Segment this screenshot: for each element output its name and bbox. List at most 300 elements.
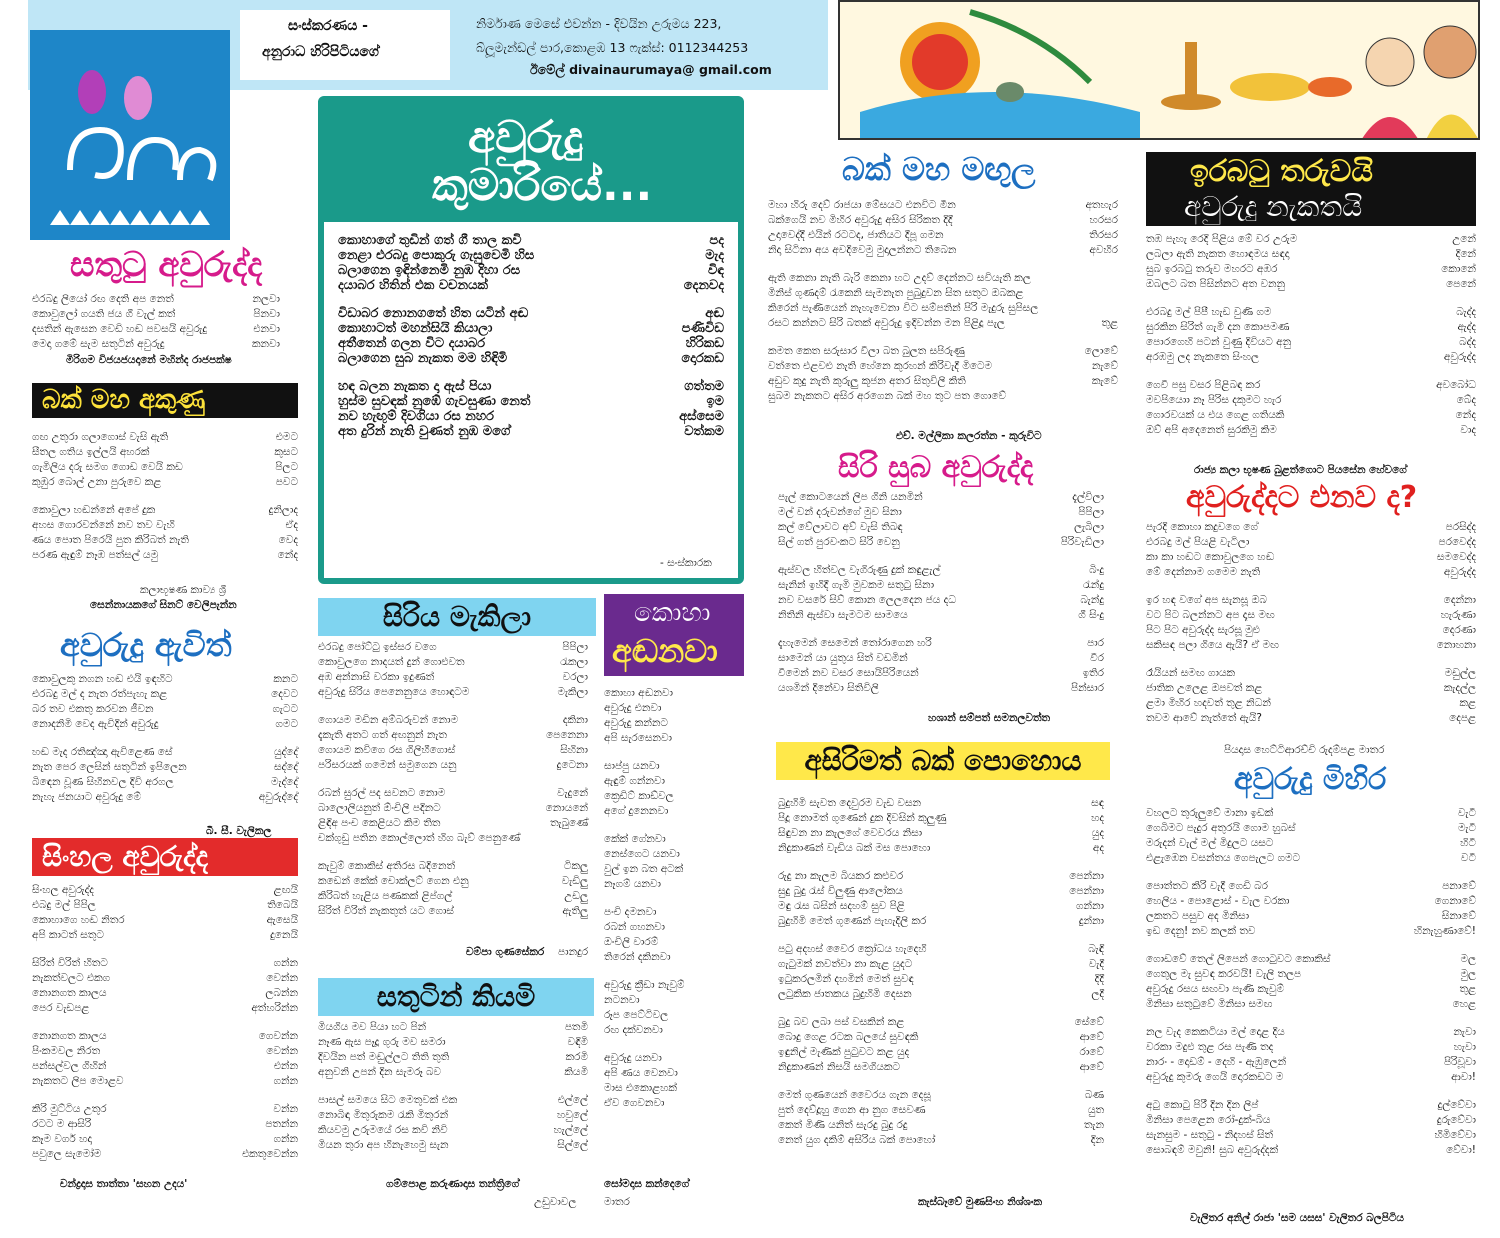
poem-line [778,651,1104,666]
col5-s2-credit: පියදාස හෙට්ටිආරච්චි රුදම්පළ මාතර [1224,744,1385,756]
s4-title: සිංහල අවුරුද්ද [32,838,298,876]
poem-line-text: සිඳුවන නා කැලගේ වෙවරය නිසා [778,827,923,839]
poem-line [1146,335,1476,350]
poem-line [604,759,744,774]
poem-line-rhyme: කුසට [274,446,298,458]
poem-line-text: අවුරුදු කන්නට [604,717,668,729]
poem-line-text: කොහා අඬනවා [604,687,673,699]
poem-line [32,913,298,928]
poem-line [1146,696,1476,711]
poem-line [318,713,588,728]
poem-line-rhyme: ලොවේ [1084,345,1118,357]
poem-line-rhyme: තිරසර [1089,229,1118,241]
poem-line-text: ගොයම කවිගෙ රස ගිලිහීගොස් [318,744,456,756]
poem-line [604,832,744,847]
poem-line-text: නෑණ ඇස පෑදූ ගුරු මව සමරා [318,1036,446,1048]
poem-line [1146,423,1476,438]
poem-line [604,935,744,950]
stanza-gap [1146,580,1476,593]
stanza-gap [32,943,298,956]
poem-line-text: කැවුම් කොකිස් අතිරස බදිනෙත් [318,860,456,872]
poem-line [32,1074,298,1089]
poem-line-text: පොත්තට කිරි වැදී ගෙඩි බර [1146,880,1268,892]
poem-line [778,899,1104,914]
poem-line-rhyme: බිංදු [1089,564,1104,576]
stanza-gap [1146,292,1476,305]
poem-line [604,862,744,877]
poem-line [1146,277,1476,292]
poem-line-text: අනුවනි උපන් දින සැමරූ බව [318,1066,442,1078]
poem-line [604,1066,744,1081]
poem-line-text: සකිසඳ පලා ගියෙ ඇයි? ඒ මඟ [1146,639,1279,651]
poem-line [318,743,588,758]
poem-line-text: මඳු රැස බසින් සදහම් සුව පිළි [778,900,905,912]
stanza-gap [604,746,744,759]
poem-line-rhyme: ගන්න [273,1133,298,1145]
poem-line [338,376,724,394]
poem-line-text: මල් වන් දරුවන්ගේ මුව සිනා [778,506,902,518]
poem-line [32,1001,298,1016]
poem-line-rhyme: කැවේ [1091,375,1118,387]
poem-line-text: ඔව් අපි අදෙනෙත් සුරකිමු කිම [1146,424,1277,436]
s3-title: අවුරුදු ඇවිත් [60,626,232,664]
poem-line-text: සැනින් ඉහිදී ගැමි මුවකම සතුටු සිනා [778,579,935,591]
poem-line-text: හඬ මැද රතිඤ්ඤා ඇවිළෙණ සේ [32,746,173,758]
poem-line-text: කියවමු උරුමයේ රස කවි නිවි [318,1124,448,1136]
poem-line-text: ගැටුමක් නවත්වා නා කැළ යුදට [778,958,913,970]
poem-line [318,816,588,831]
poem-line-rhyme: සිනාවේ [1441,910,1476,922]
poem-line-rhyme: නැවා [1453,1026,1476,1038]
poem-line-rhyme: එමට [275,431,298,443]
poem-line-text: සීතල ගතිය ඉල්ලයි අහරක් [32,446,150,458]
poem-line-rhyme: පතන්න [265,1118,298,1130]
poem-line-text: ගොරවයක් ය එය ගෙළ ගතියකි [1146,409,1285,421]
poem-line-rhyme: නලවා [252,293,280,305]
poem-line-text: එරබදු මල් පිපී හැඩ වුණි ගම [1146,306,1272,318]
poem-line-rhyme: දුන්නා [1078,915,1104,927]
poem-line-rhyme: ගමට [275,718,298,730]
col4-s1-credit: එච්. මල්ලිකා කලරත්න - කුරුවිට [896,430,1042,442]
poem-line-rhyme: එන්න [273,1060,298,1072]
poem-line-rhyme: රැකලා [560,656,588,668]
poem-line-text: කා කා හඬට කොවුලගෙ හඬ [1146,551,1275,563]
s4c-title: අසිරිමත් බක් පොහොය [776,742,1110,780]
stanza-gap [778,623,1104,636]
poem-line-text: රබන් ගහනවා [604,921,666,933]
poem-line-text: දයාබර හිතින් එක වචනයක් [338,278,488,293]
poem-line-text: නිදුකාණන් නිසයි සමගියකට [778,1061,901,1073]
poem-line [1146,608,1476,623]
poem-line-text: වත්තෙ එළවළු නැති හේනෙ කුරහන් කිරිවැදී මිටෙම [768,360,993,372]
poem-line-rhyme: ගෙවන්න [258,1030,298,1042]
poem-line-text: දිවයින පත් මඬුල්ලට තිති තුති [318,1051,450,1063]
poem-line-text: පටු අදහස් වෛර ක්‍රෝධය හැදෙහි [778,943,927,955]
poem-line-text: සැනසුම - සතුටු - නිදහස් සිත් [1146,1129,1274,1141]
poem-line-text: වට පිට බලන්නට අප දෑස මඟ [1146,609,1275,621]
poem-line-text: නෙස්ගෙට යනවා [604,848,680,860]
poem-line-rhyme: ගත්තම [684,379,724,394]
poem-line-text: සිරිත් විරිත් හිතට [32,957,108,969]
poem-line-text: බුදුහිමි මෙත් ගුණෙන් පැහැදිලි කර [778,915,927,927]
poem-line-text: එරබදු පෝට්ටු ඉස්සර වගෙ [318,641,437,653]
col3-credit-1: සෝමදාස කන්දෙගේ [604,1178,690,1190]
poem-line [768,316,1118,331]
poem-line-text: ගෙතුල මැ සුවඳ කරවයි! වැලි තලප [1146,968,1302,980]
poem-line [1146,711,1476,726]
stanza-gap [318,700,588,713]
poem-line [32,292,280,307]
poem-line-rhyme: සිල්ලේ [557,1139,588,1151]
poem-line-text: ගෙවී පසු වසර පිළිබඳ කර [1146,379,1261,391]
poem-line-text: රසට කන්නට සිරි බතක් අවුරුදු ඉදිවන්න මන පිළිදූ පැල [768,317,1005,329]
poem-line-rhyme: පින්සාර [1071,682,1104,694]
poem-line-rhyme: වැදී [1088,958,1104,970]
poem-line [338,318,724,336]
poem-line-text: ඇඳුම් ගන්නවා [604,775,665,787]
s2-title: බක් මහ අකුණු [32,383,298,418]
poem-line-text: සුබ ඉරබටු තරුව මහරට අඹර [1146,263,1278,275]
poem-line-text: නැත පෙර ලෙසින් සතුටින් ඉපිලෙන [32,761,187,773]
poem-line-rhyme: අවුරුද්ද [1443,351,1476,363]
poem-line-text: නෙත් යුග දකිම් අසිරිය බක් පොහෝ [778,1134,936,1146]
col1-s4-credit: චන්ද්‍රදාස තාත්තා 'සහන උදය' [60,1178,188,1190]
poem-line-text: රුදු නා කැලම බියකර කළුවර [778,870,904,882]
poem-line-rhyme: තිබෙයි [267,899,298,911]
poem-line [32,745,298,760]
poem-line-rhyme: ගන්නා [1075,900,1104,912]
poem-line-rhyme: අත්හරින්න [251,1002,298,1014]
poem-line-rhyme: හෙළ [1452,998,1476,1010]
poem-line-text: නල වැද කෙකටියා මල් දොළ දිය [1146,1026,1285,1038]
poem-line [32,760,298,775]
col2-s3-poem [318,1020,588,1153]
poem-line-text: මරුදන් වැල් මල් මිදුලට යසට [1146,837,1274,849]
poem-line [1146,1143,1476,1158]
poem-line-text: යශමින් දිනේවා සිතිවිලි [778,682,879,694]
poem-line [604,774,744,789]
poem-line [32,337,280,352]
poem-line-rhyme: යුද්දේ [273,746,298,758]
poem-line-text: කිරෙන් පැණියෙන් නැහැවෙනා විට සම්පතින් පිරි මැදුරු සුපිසල [768,302,1039,314]
poem-line-text: කඩෙන් කේක් චොක්ලට් ගෙන එනු [318,875,469,887]
poem-line-text: චක්ගුඩු පතින කොල්ලොත් හිග බැව් පෙනුණේ [318,832,520,844]
poem-line-rhyme: උඩලු [564,890,588,902]
urumaya-logo [30,30,230,240]
stanza-gap [604,892,744,905]
poem-line-text: මහා හිරු දෙව් රාජයා මේසයට එනවිට මීන [768,199,956,211]
poem-line [318,1108,588,1123]
poem-line-text: කෑම වර්ග හදා [32,1133,93,1145]
col5-s3-credit: වැලිතර අනිල් රාජා 'සම යසස' වැලිතර බලපිටිය [1190,1212,1404,1224]
poem-line [778,884,1104,899]
main-title-2: කුමාරියේ... [432,160,653,211]
poem-line-text: සුදු බුදු රැස් විලුණු ආලෝකය [778,885,903,897]
poem-line-rhyme: දිනේ [1455,248,1476,260]
poem-line [768,286,1118,301]
poem-line [318,831,588,846]
poem-line-text: නෑගම් යනවා [604,878,661,890]
poem-line [32,986,298,1001]
poem-line-rhyme: කියමි [564,1066,588,1078]
poem-line-text: තිරෙන් දකිනවා [604,951,671,963]
stanza-gap [1146,1085,1476,1098]
poem-line [778,535,1104,550]
stanza-gap [318,1080,588,1093]
poem-line [32,702,298,717]
poem-line-text: ඔංචිලි වාරම් [604,936,659,948]
poem-line [318,685,588,700]
poem-line-rhyme: ලැබිලා [1074,521,1104,533]
poem-line-rhyme: දිදී [1094,973,1104,985]
address-line-2: බ්ලූමැන්ඩල් පාර,කොළඹ 13 ෆැක්ස්: 0112344253 [476,40,749,55]
poem-line [32,548,298,563]
poem-line [768,389,1118,404]
poem-line-text: එරබදු ලියෝ රඟ දෙති අප නෙත් [32,293,174,305]
poem-line-text: ඉඩ දෙනු! නව කලක් තව [1146,925,1256,937]
poem-line-text: එබදු මල් පිපිල [32,899,96,911]
poem-line-rhyme: මල [1460,953,1476,965]
col2-main-poem [338,230,724,439]
poem-line [338,260,724,278]
poem-line-text: නොනගත කාලය [32,1030,107,1042]
poem-line-rhyme: ලදී [1091,988,1104,1000]
poem-line [1146,350,1476,365]
poem-line-rhyme: සිහිනා [560,744,588,756]
poem-line [1146,550,1476,565]
poem-line [32,460,298,475]
main-title-1: අවුරුදු [468,112,584,163]
festival-illustration [838,0,1480,140]
col5-s1-credit: රාජ්‍ය කලා භූෂණ බුළත්ගොට පියසේන හේවගේ [1194,464,1407,476]
poem-line [318,801,588,816]
poem-line-rhyme: අස්සෙම [679,409,724,424]
poem-line-text: අපි කාටත් සතුට [32,929,104,941]
poem-line [1146,952,1476,967]
poem-line [1146,520,1476,535]
poem-line-rhyme: නේද [277,549,298,561]
stanza-gap [604,1038,744,1051]
poem-line-rhyme: කොනේ [1441,263,1476,275]
col4-s1-poem [768,198,1118,404]
poem-line-text: මිනිසා පෙළෙන රෝ-දුක්-බිය [1146,1114,1271,1126]
poem-line-text: නොදනිමි වෙද ඇවිදින් අවුරුදු [32,718,159,730]
poem-line [338,275,724,293]
poem-line [604,993,744,1008]
poem-line-text: සාප්පු යනවා [604,760,660,772]
s5b-title: අවුරුද්දට එනව ද? [1186,480,1418,515]
poem-line-rhyme: පිපිලා [562,641,588,653]
poem-line-rhyme: බේද [1456,394,1476,406]
poem-line-rhyme: රැන්දු [1083,579,1104,591]
poem-line [318,640,588,655]
col5-s1-poem [1146,232,1476,438]
poem-line-text: බක්ගෙයි නව මිහිර අවුරුදු අසිර සිරිකත දිදී [768,214,953,226]
poem-line-text: ඔබලට බත පිසින්නට අත වනනු [1146,278,1286,290]
poem-line-rhyme: බද්ද [1459,336,1476,348]
poem-line-text: අපි ණය වෙනවා [604,1067,678,1079]
poem-line [1146,305,1476,320]
poem-line [1146,1025,1476,1040]
stanza-gap [1146,866,1476,879]
poem-line-text: පරණ ඇඳුම් නෑඹ පත්සල් යමු [32,549,159,561]
poem-line-text: වීමෙන් නව වසර සොයිපිරියෙන් [778,667,919,679]
poem-line [32,518,298,533]
poem-line [32,1029,298,1044]
poem-line [318,859,588,874]
logo-text [60,170,63,171]
poem-line-rhyme: වෙන්න [266,1045,298,1057]
poem-line [778,636,1104,651]
poem-line [32,475,298,490]
poem-line [778,505,1104,520]
poem-line-text: සොබඳම් මවුනි! සුබ අවුරුද්දක් [1146,1144,1279,1156]
poem-line [604,847,744,862]
poem-line-text: කොවුලෝ ගයති ජය ගී වැල් කත් [32,308,176,320]
poem-line-text: කිරිබත් හැළිය පණකක් ළිප්ගල් [318,890,453,902]
poem-line-rhyme: ලබන්න [265,987,298,999]
poem-line-text: පිංකමවල නිරත [32,1045,101,1057]
poem-line-text: හෙලිය - පොළොස් - වැල වරකා [1146,895,1290,907]
poem-line-rhyme: ගන්න [273,957,298,969]
poem-line [768,228,1118,243]
col4-s2-credit: හශාන් සම්පත් සමනලවත්ත [928,712,1051,724]
poem-line-rhyme: මුල [1460,968,1476,980]
poem-line-text: නිදා සිටිනා අය අවදිවෙමු මුදාලන්නට තිබෙන [768,244,957,256]
poem-line [1146,909,1476,924]
poem-line-text: අපි සැරසෙනවා [604,732,672,744]
poem-line [32,445,298,460]
poem-line-rhyme: දෙනවද [683,278,724,293]
poem-line-rhyme: වෙන්න [266,972,298,984]
poem-line [768,301,1118,316]
poem-line-rhyme: කනට [273,673,298,685]
poem-line-text: නැකතට ලිප මොළව [32,1075,124,1087]
poem-line [338,303,724,321]
poem-line-rhyme: බැද්ද [1456,306,1476,318]
poem-line-rhyme: අවුරුද්දේ [258,791,298,803]
poem-line-text: කොහාගේ තුඩින් ගත් ගී තාල කවි [338,233,522,248]
stanza-gap [32,1016,298,1029]
poem-line-text: ඉර හඳ වගේ අප සැනසූ ඔබ [1146,594,1267,606]
poem-line-rhyme: දෙරණා [1442,624,1476,636]
poem-line [32,687,298,702]
poem-line-text: ගොඩවේ තෙල් ලිපෙන් ගොටුවට කොකිස් [1146,953,1331,965]
poem-line-text: කමත කෙත සරුසාර වීලා බත බුලත සපිරුණු [768,345,965,357]
poem-line-text: නව හැඟුම් දිවගියා රස නහර [338,409,494,424]
poem-line-rhyme: පිලට [275,461,298,473]
poem-line-rhyme: සඳ [1091,797,1104,809]
poem-line-text: ළමා මිහිර හදවත් තුළ නිධන් [1146,697,1271,709]
poem-line-text: නව වසරේ සිව් කොන ලෙලදෙන ජය දධ [778,594,957,606]
poem-line-text: ඉටුකරලමින් දහමින් මෙත් සුවඳ [778,973,914,985]
poem-line-rhyme: කනවා [251,338,280,350]
stanza-gap [604,965,744,978]
poem-line-rhyme: ඒද [285,519,298,531]
poem-line-text: බුදු බව ලබා පස් වසකින් කළ [778,1016,905,1028]
poem-line [778,841,1104,856]
poem-line-text: අතීතෙන් ගලන විට දයාබර [338,336,486,351]
poem-line-text: හුස්ම සුවඳක් නුඹේ ගැවසුණා නෙත් [338,394,531,409]
poem-line-text: අගේ දුනෙනවා [604,805,669,817]
poem-line-text: අවුරුදු රසය සඟවා පැණි කැවුම් [1146,983,1285,995]
poem-line-rhyme: තුළ [1101,317,1118,329]
poem-line [778,1030,1104,1045]
poem-line-rhyme: වඳිමි [567,1036,588,1048]
stanza-gap [32,732,298,745]
poem-line-rhyme: අඬ [705,306,724,321]
poem-line-text: පිදූ නොමත් ගුණෙන් දුක දිවසින් කුලුණු [778,812,947,824]
poem-line [778,520,1104,535]
poem-line [32,956,298,971]
poem-line-text: ඉඳුනිල් මැණික් පුටුවට කළ යුද [778,1046,910,1058]
poem-line [32,883,298,898]
poem-line-rhyme: දුල්වේවා [1437,1099,1476,1111]
poem-line [1146,806,1476,821]
poem-line [32,672,298,687]
poem-line [32,503,298,518]
poem-line [778,1060,1104,1075]
poem-line-rhyme: ආවා! [1451,1071,1476,1083]
poem-line [1146,821,1476,836]
poem-line-text: කුඹුර බොල් උනා පුරුවෙ කළ [32,476,162,488]
col2-main-credit: - සංස්කාරක [660,557,712,569]
poem-line [32,1132,298,1147]
poem-line-text: අහස ගොරවන්නේ නව තව වැහි [32,519,175,531]
poem-line [32,430,298,445]
poem-line-rhyme: පිනවා [253,308,280,320]
poem-line [778,681,1104,696]
stanza-gap [1146,653,1476,666]
stanza-gap [1146,365,1476,378]
poem-line-text: රබන් සුරල් පද සවනට නොම [318,787,446,799]
poem-line [1146,997,1476,1012]
poem-line-text: ජාතික උලෙළ ඔපවත් කළ [1146,682,1263,694]
poem-line-text: පැල් කොටයෙන් ලිප ගිනි යනමින් [778,491,923,503]
poem-line-text: මවපියොා නෑ පිරිස දකුමට හැර [1146,394,1282,406]
poem-line-rhyme: අවහිර [1089,244,1118,256]
stanza-gap [318,773,588,786]
poem-line-rhyme: එල්ලේ [557,1094,588,1106]
poem-line-rhyme: දුටෙනා [556,759,588,771]
s1-title: සතුටු අවුරුද්ද [70,245,263,285]
poem-line-text: මෙදා ගමේ සැම සතුටින් අවුරුදු [32,338,165,350]
logo-art-icon [30,30,230,240]
poem-line-text: පවුලෙ සැමෝම [32,1148,102,1160]
col2-s3-credit-1: ගම්පොළ කරුණාදාස තන්ත්‍රිගේ [386,1178,520,1190]
poem-line [1146,982,1476,997]
poem-line [778,1045,1104,1060]
poem-line-rhyme: වන්න [273,1103,298,1115]
poem-line [318,1035,588,1050]
poem-line [778,1133,1104,1148]
poem-line-text: ඇස්වල හිත්වල වැගිරුණු දුක් කඳුළැල් [778,564,941,576]
col1-s4-poem [32,883,298,1162]
poem-line-text: දැකැති අතට ගත් අඟනුන් නැත [318,729,447,741]
s4b-title: සිරි සුබ අවුරුද්ද [838,450,1034,485]
poem-line-text: ළිඳිඅ පංච කෙළියට කිම තිත [318,817,441,829]
poem-line-rhyme: තැන [1084,1119,1104,1131]
poem-line [338,391,724,409]
poem-line [604,804,744,819]
poem-line-text: අරඹමු ලද නැකතෙ සිංහල [1146,351,1259,363]
poem-line-rhyme: ඇසෙයි [266,914,298,926]
poem-line [338,230,724,248]
poem-line-text: පංචි දමනවා [604,906,657,918]
poem-line-rhyme: පතමි [564,1021,588,1033]
poem-line [32,971,298,986]
col4-s3-poem [778,796,1104,1148]
